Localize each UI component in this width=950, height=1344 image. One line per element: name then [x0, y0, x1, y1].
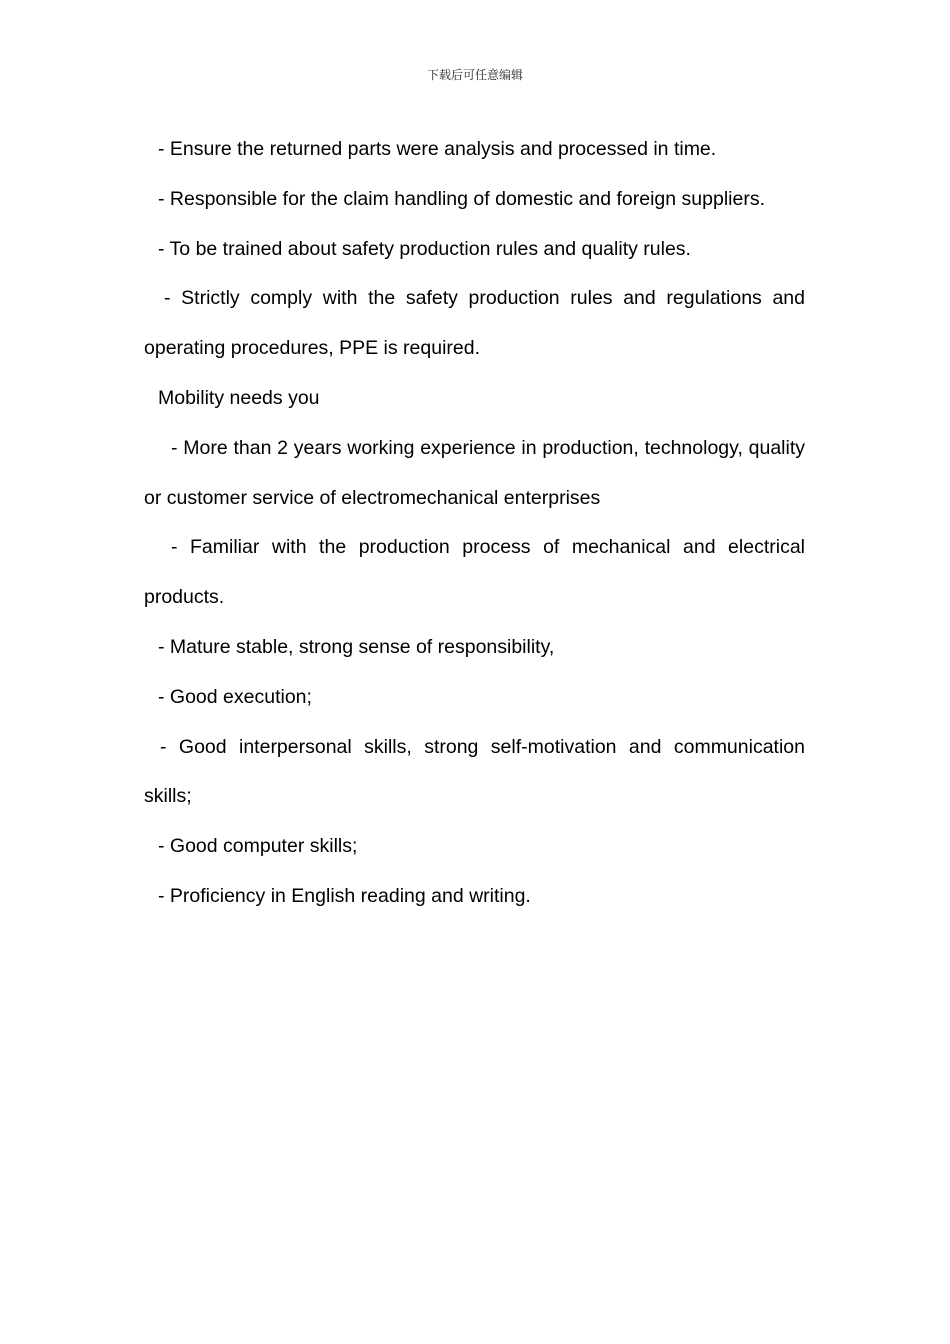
paragraph-mature-stable: - Mature stable, strong sense of responsibility,	[158, 635, 555, 658]
paragraph-interpersonal-skills: - Good interpersonal skills, strong self-motivation and communication skills;	[144, 735, 805, 808]
paragraph-english-proficiency: - Proficiency in English reading and writing.	[158, 884, 531, 907]
paragraph-safety-training: - To be trained about safety production rules and quality rules.	[158, 237, 691, 260]
paragraph-experience: - More than 2 years working experience in production, technology, quality or customer service of electromechanical enterprises	[144, 436, 805, 509]
page-header: 下载后可任意编辑	[426, 68, 523, 82]
paragraph-production-process: - Familiar with the production process of mechanical and electrical products.	[144, 536, 805, 609]
section-heading-mobility: Mobility needs you	[158, 386, 320, 409]
paragraph-claim-handling: - Responsible for the claim handling of domestic and foreign suppliers.	[158, 187, 765, 210]
paragraph-returned-parts: - Ensure the returned parts were analysis and processed in time.	[158, 138, 717, 160]
paragraph-computer-skills: - Good computer skills;	[158, 835, 358, 858]
paragraph-good-execution: - Good execution;	[158, 685, 312, 708]
document-body	[144, 125, 805, 922]
paragraph-safety-compliance: - Strictly comply with the safety production rules and regulations and operating procedures, PPE is required.	[144, 287, 805, 360]
